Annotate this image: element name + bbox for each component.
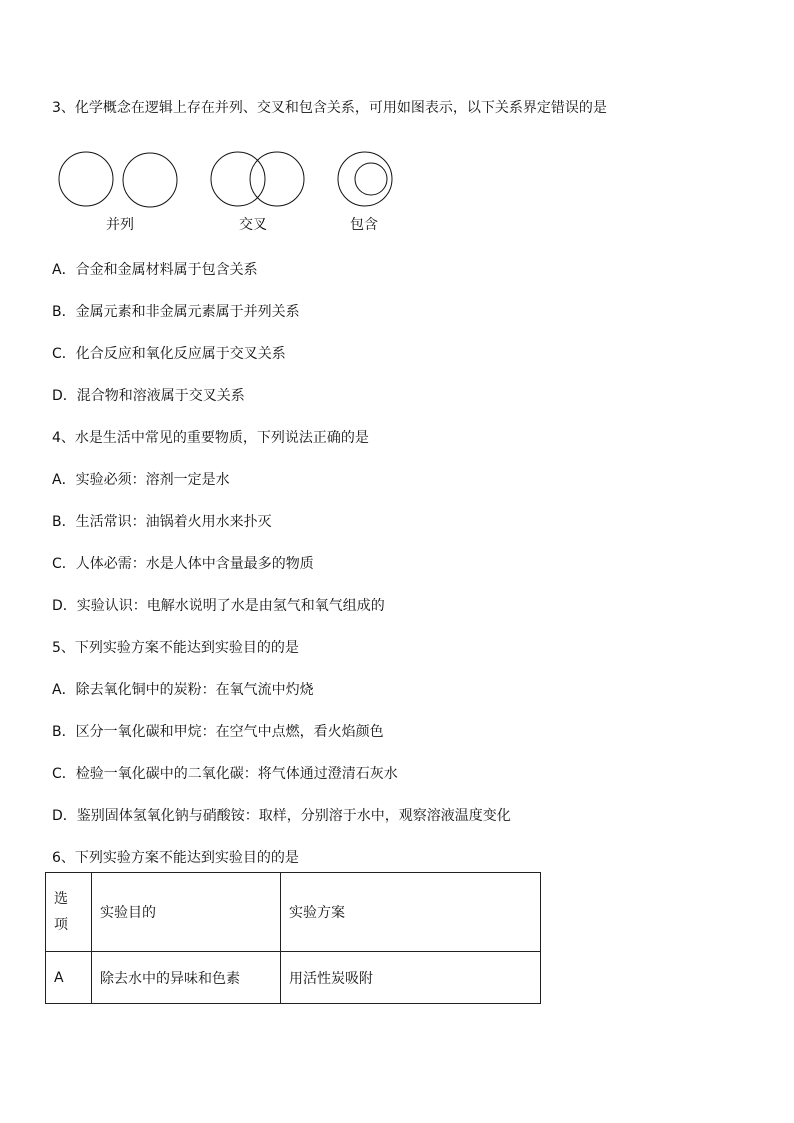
header-option-cell xyxy=(46,873,92,952)
question-4-option-a: A．实验必须：溶剂一定是水 xyxy=(52,472,230,488)
venn-diagram-figure xyxy=(55,148,405,218)
relationship-diagram xyxy=(55,148,405,243)
row-purpose: 除去水中的异味和色素 xyxy=(92,952,281,1004)
question-5-option-c: C．检验一氧化碳中的二氧化碳：将气体通过澄清石灰水 xyxy=(52,766,398,782)
question-5-option-b: B．区分一氧化碳和甲烷：在空气中点燃，看火焰颜色 xyxy=(52,724,384,740)
parallel-circle-left xyxy=(59,152,113,206)
question-6-table xyxy=(45,872,541,1004)
question-3-option-a: A．合金和金属材料属于包含关系 xyxy=(52,262,258,278)
parallel-circle-right xyxy=(123,153,177,207)
contain-circle-outer xyxy=(338,152,392,206)
intersect-circles xyxy=(211,152,304,206)
question-4-option-b: B．生活常识：油锅着火用水来扑灭 xyxy=(52,514,272,530)
question-6-stem: 6、下列实验方案不能达到实验目的的是 xyxy=(52,850,299,866)
contain-circle-inner xyxy=(355,163,387,195)
header-option: 选项 xyxy=(54,891,68,933)
question-5-stem: 5、下列实验方案不能达到实验目的的是 xyxy=(52,640,299,656)
label-intersect: 交叉 xyxy=(239,217,267,233)
question-5-option-d: D．鉴别固体氢氧化钠与硝酸铵：取样，分别溶于水中，观察溶液温度变化 xyxy=(52,808,511,824)
question-3-option-d: D．混合物和溶液属于交叉关系 xyxy=(52,388,245,404)
label-contain: 包含 xyxy=(350,217,378,233)
table-header-row xyxy=(46,873,541,952)
header-purpose: 实验目的 xyxy=(92,873,281,952)
question-4-stem: 4、水是生活中常见的重要物质，下列说法正确的是 xyxy=(52,430,369,446)
table-row xyxy=(46,952,541,1004)
contain-circles xyxy=(338,152,392,206)
question-3-stem: 3、化学概念在逻辑上存在并列、交叉和包含关系，可用如图表示，以下关系界定错误的是 xyxy=(52,100,607,116)
intersect-circle-left xyxy=(211,152,265,206)
question-5-option-a: A．除去氧化铜中的炭粉：在氧气流中灼烧 xyxy=(52,682,314,698)
question-3-option-b: B．金属元素和非金属元素属于并列关系 xyxy=(52,304,300,320)
parallel-circles xyxy=(59,152,177,207)
label-parallel: 并列 xyxy=(106,217,134,233)
row-option: A xyxy=(46,952,92,1004)
question-4-option-d: D．实验认识：电解水说明了水是由氢气和氧气组成的 xyxy=(52,598,385,614)
question-4-option-c: C．人体必需：水是人体中含量最多的物质 xyxy=(52,556,314,572)
row-plan: 用活性炭吸附 xyxy=(281,952,541,1004)
question-3-option-c: C．化合反应和氧化反应属于交叉关系 xyxy=(52,346,286,362)
intersect-circle-right xyxy=(250,152,304,206)
header-plan: 实验方案 xyxy=(281,873,541,952)
